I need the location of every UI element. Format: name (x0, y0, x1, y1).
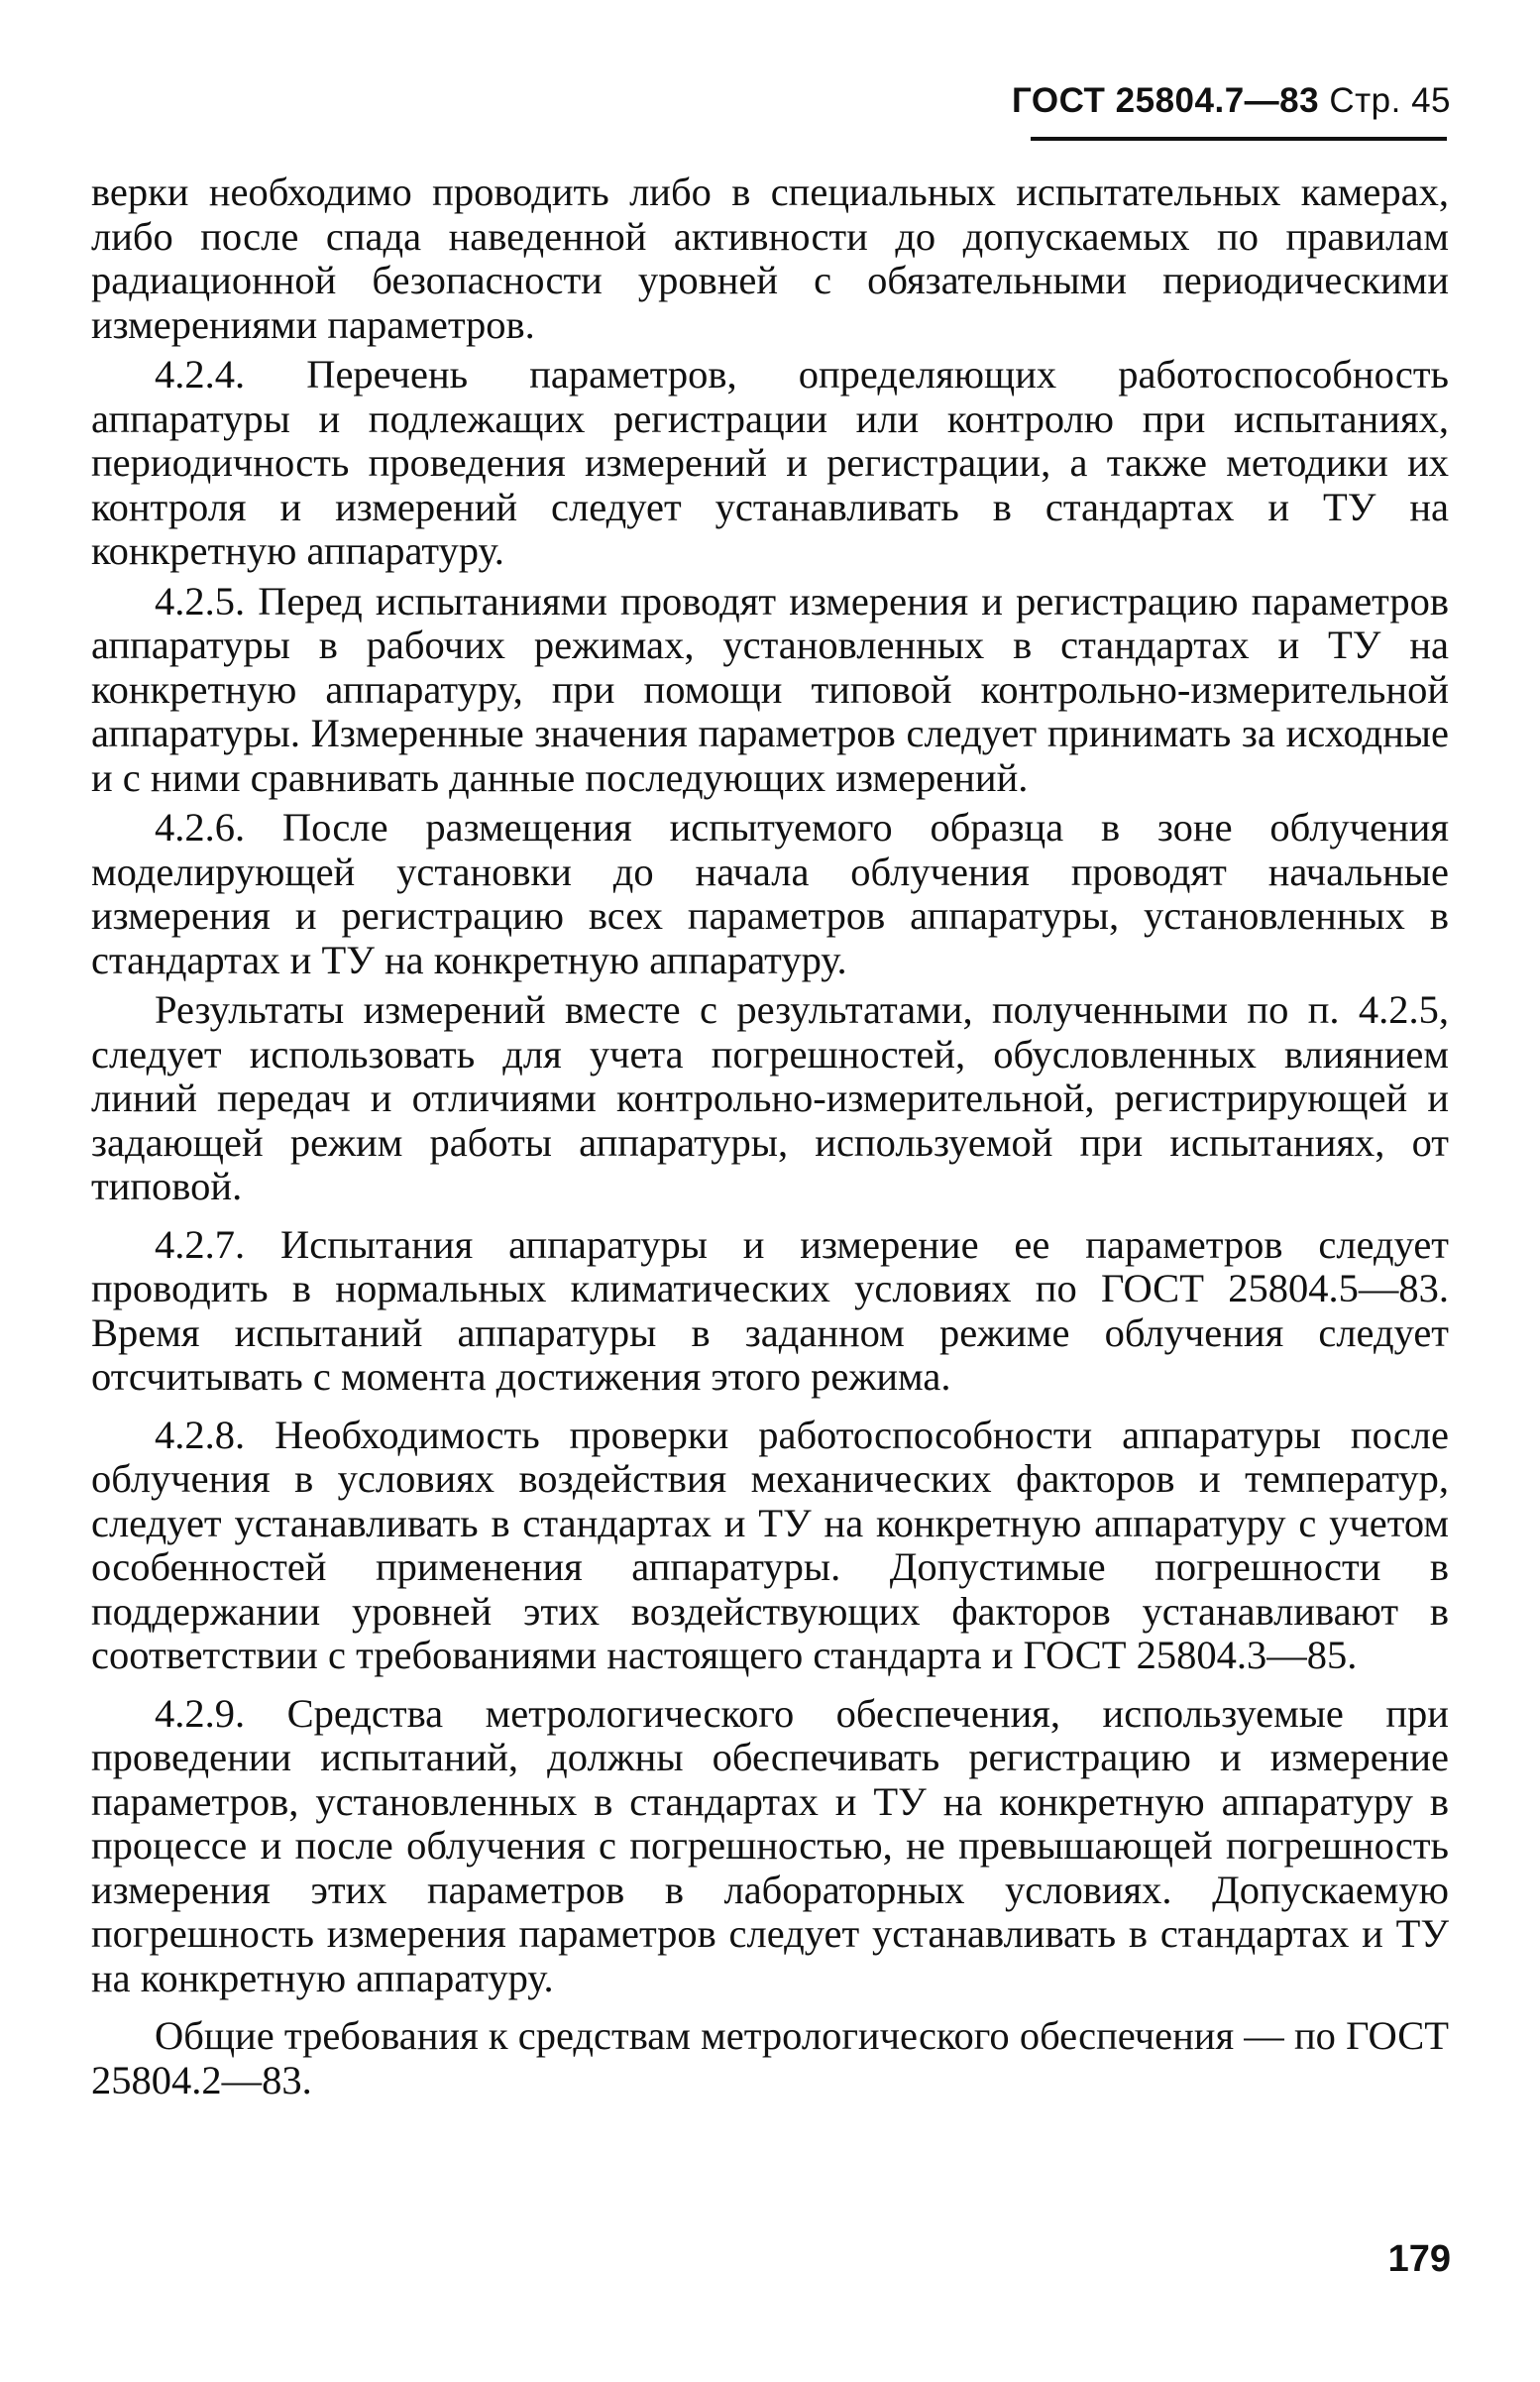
page-number: 179 (1387, 2238, 1451, 2280)
page-label: Стр. 45 (1329, 81, 1451, 120)
paragraph-continuation: верки необходимо проводить либо в специальных испытательных камерах, либо после спада наведенной активности до допускаемых по правилам радиационной безопасности уровней с обязательными периодическими измерениями параметров. (91, 170, 1449, 347)
paragraph-general-requirements: Общие требования к средствам метрологического обеспечения — по ГОСТ 25804.2—83. (91, 2013, 1449, 2102)
standard-designation: ГОСТ 25804.7—83 (1012, 81, 1320, 120)
paragraph-4-2-9: 4.2.9. Средства метрологического обеспечения, используемые при проведении испытаний, должны обеспечивать регистрацию и измерение параметров, установленных в стандартах и ТУ на конкретную аппаратуру в процессе и после облучения с погрешностью, не превышающей погрешность измерения этих параметров в лабораторных условиях. Допускаемую погрешность измерения параметров следует устанавливать в стандартах и ТУ на конкретную аппаратуру. (91, 1690, 1449, 2000)
header-rule (1031, 137, 1447, 141)
paragraph-4-2-6: 4.2.6. После размещения испытуемого образца в зоне облучения моделирующей установки до начала облучения проводят начальные измерения и регистрацию всех параметров аппаратуры, установленных в стандартах и ТУ на конкретную аппаратуру. (91, 805, 1449, 982)
paragraph-4-2-7: 4.2.7. Испытания аппаратуры и измерение ее параметров следует проводить в нормальных климатических условиях по ГОСТ 25804.5—83. Время испытаний аппаратуры в заданном режиме облучения следует отсчитывать с момента достижения этого режима. (91, 1221, 1449, 1399)
body-text (91, 170, 1449, 2108)
paragraph-4-2-5: 4.2.5. Перед испытаниями проводят измерения и регистрацию параметров аппаратуры в рабочих режимах, установленных в стандартах и ТУ на конкретную аппаратуру, при помощи типовой контрольно-измерительной аппаратуры. Измеренные значения параметров следует принимать за исходные и с ними сравнивать данные последующих измерений. (91, 578, 1449, 800)
paragraph-4-2-4: 4.2.4. Перечень параметров, определяющих работоспособность аппаратуры и подлежащих регистрации или контролю при испытаниях, периодичность проведения измерений и регистрации, а также методики их контроля и измерений следует устанавливать в стандартах и ТУ на конкретную аппаратуру. (91, 352, 1449, 573)
paragraph-4-2-8: 4.2.8. Необходимость проверки работоспособности аппаратуры после облучения в условиях воздействия механических факторов и температур, следует устанавливать в стандартах и ТУ на конкретную аппаратуру с учетом особенностей применения аппаратуры. Допустимые погрешности в поддержании уровней этих воздействующих факторов устанавливают в соответствии с требованиями настоящего стандарта и ГОСТ 25804.3—85. (91, 1412, 1449, 1677)
running-header (1012, 81, 1451, 121)
paragraph-results: Результаты измерений вместе с результатами, полученными по п. 4.2.5, следует использовать для учета погрешностей, обусловленных влиянием линий передач и отличиями контрольно-измерительной, регистрирующей и задающей режим работы аппаратуры, используемой при испытаниях, от типовой. (91, 987, 1449, 1208)
